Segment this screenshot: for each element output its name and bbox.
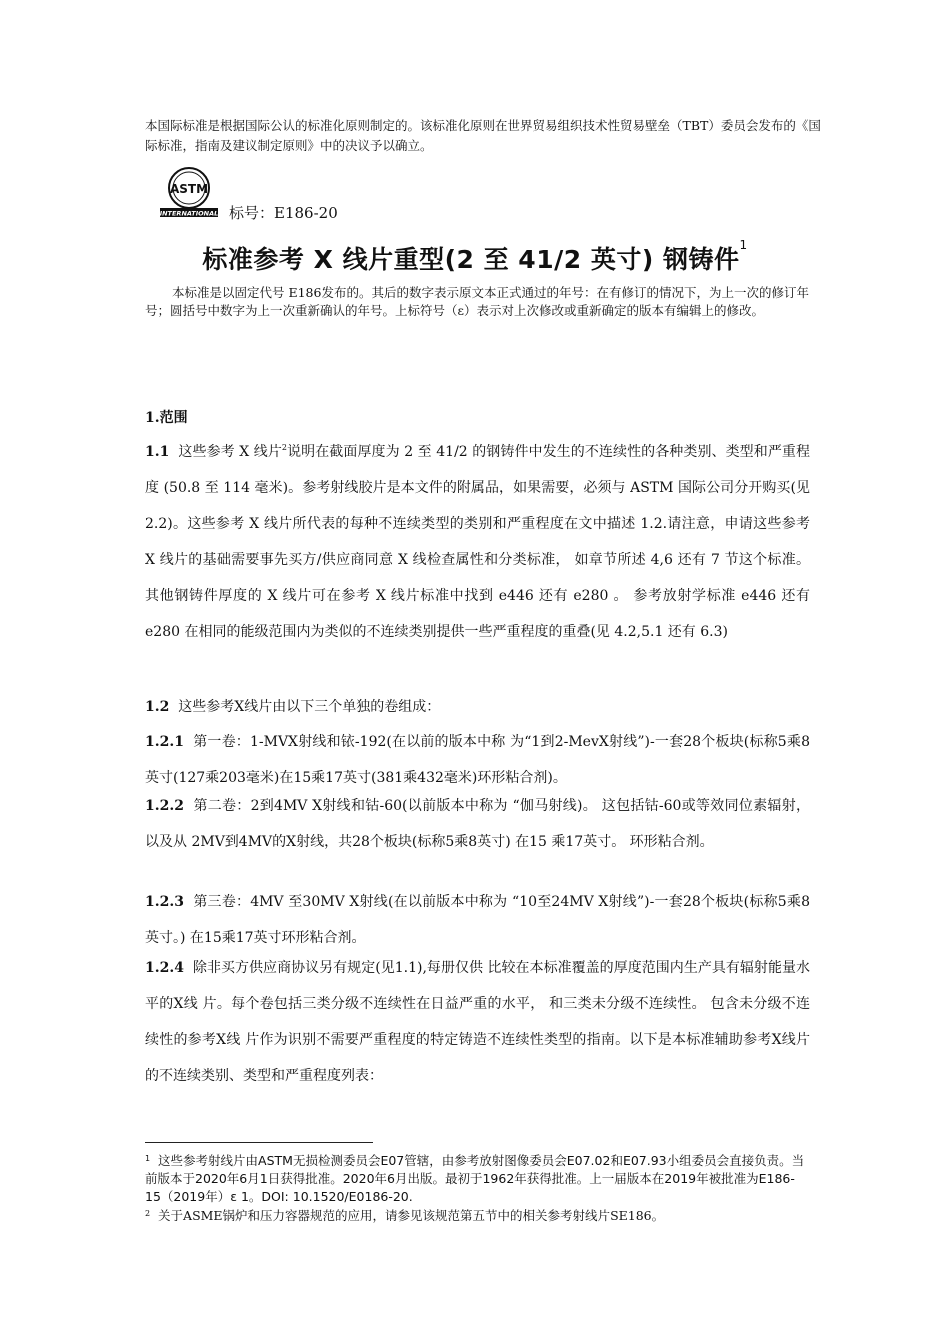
footnote-mark: 1 xyxy=(145,1154,151,1163)
footnote-mark: 2 xyxy=(145,1209,151,1218)
paragraph-text: 除非买方供应商协议另有规定(见1.1),每册仅供 比较在本标准覆盖的厚度范围内生产具有辐射能量水平的X线 片。每个卷包括三类分级不连续性在日益严重的水平， 和三类未分级不连续性。 包含未分级不连续性的参考X线 片作为识别不需要严重程度的特定铸造不连续性类型的指南。以下是本标准辅助参考X线片的不连续类别、类型和严重程度列表： xyxy=(145,960,810,1084)
paragraph-text: 第二卷：2到4MV X射线和钴-60(以前版本中称为 “伽马射线)。 这包括钴-60或等效同位素辐射，以及从 2MV到4MV的X射线，共28个板块(标称5乘8英寸) 在15 乘17英寸。 环形粘合剂。 xyxy=(145,798,810,850)
paragraph-1-2-1 xyxy=(145,724,810,796)
paragraph-text: 第三卷：4MV 至30MV X射线(在以前版本中称为 “10至24MV X射线”)-一套28个板块(标称5乘8英寸。) 在15乘17英寸环形粘合剂。 xyxy=(145,894,811,946)
paragraph-number: 1.2.4 xyxy=(145,960,184,976)
logo-text-bottom: INTERNATIONAL xyxy=(159,209,219,218)
paragraph-number: 1.2 xyxy=(145,699,170,715)
paragraph-1-1 xyxy=(145,434,810,650)
footnote-text: 关于ASME锅炉和压力容器规范的应用，请参见该规范第五节中的相关参考射线片SE186。 xyxy=(158,1208,665,1223)
logo-text-top: ASTM xyxy=(169,182,209,196)
title-footnote-mark: 1 xyxy=(739,238,748,252)
paragraph-1-2 xyxy=(145,690,810,724)
paragraph-number: 1.2.1 xyxy=(145,734,184,750)
astm-logo xyxy=(158,166,220,218)
footnote-2 xyxy=(145,1207,805,1225)
paragraph-number: 1.2.2 xyxy=(145,798,184,814)
international-standard-intro: 本国际标准是根据国际公认的标准化原则制定的。该标准化原则在世界贸易组织技术性贸易壁垒（TBT）委员会发布的《国际标准，指南及建议制定原则》中的决议予以确立。 xyxy=(145,118,821,153)
paragraph-1-2-2 xyxy=(145,788,810,860)
paragraph-1-2-4 xyxy=(145,950,810,1094)
title-text: 标准参考 X 线片重型(2 至 41/2 英寸) 钢铸件 xyxy=(202,245,740,274)
paragraph-text-b: 说明在截面厚度为 2 至 41/2 的钢铸件中发生的不连续性的各种类别、类型和严重程度 (50.8 至 114 毫米)。参考射线胶片是本文件的附属品，如果需要，必须与 ASTM 国际公司分开购买(见 2.2)。这些参考 X 线片所代表的每种不连续类型的类别和严重程度在文中描述 1.2.请注意，申请这些参考 X 线片的基础需要事先买方/供应商同意 X 线检查属性和分类标准， 如章节所述 4,6 还有 7 节这个标准。其他钢铸件厚度的 X 线片可在参考 X 线片标准中找到 e446 还有 e280 。 参考放射学标准 e446 还有 e280 在相同的能级范围内为类似的不连续类别提供一些严重程度的重叠(见 4.2,5.1 还有 6.3) xyxy=(145,444,810,640)
page-title xyxy=(0,240,950,276)
paragraph-text: 这些参考X线片由以下三个单独的卷组成： xyxy=(178,699,441,715)
footnote-1 xyxy=(145,1152,805,1206)
paragraph-number: 1.1 xyxy=(145,444,170,460)
footnote-text: 这些参考射线片由ASTM无损检测委员会E07管辖，由参考放射图像委员会E07.02和E07.93小组委员会直接负责。当前版本于2020年6月1日获得批准。2020年6月出版。最初于1962年获得批准。上一届版本在2019年被批准为E186-15（2019年）ε 1。DOI: 10.1520/E0186-20. xyxy=(145,1153,805,1204)
footnote-ref-2: 2 xyxy=(281,443,287,452)
footnote-divider xyxy=(145,1142,373,1143)
paragraph-number: 1.2.3 xyxy=(145,894,184,910)
fixed-designation-note: 本标准是以固定代号 E186发布的。其后的数字表示原文本正式通过的年号：在有修订的情况下，为上一次的修订年号；圆括号中数字为上一次重新确认的年号。上标符号（ε）表示对上次修改或重新确定的版本有编辑上的修改。 xyxy=(145,285,809,318)
paragraph-1-2-3 xyxy=(145,884,810,956)
paragraph-text: 第一卷：1-MVX射线和铱-192(在以前的版本中称 为“1到2-MevX射线”)-一套28个板块(标称5乘8英寸(127乘203毫米)在15乘17英寸(381乘432毫米)环形粘合剂)。 xyxy=(145,734,810,786)
paragraph-text-a: 这些参考 X 线片 xyxy=(178,444,282,460)
section-heading-scope: 1.范围 xyxy=(145,410,188,426)
designation-number: 标号：E186-20 xyxy=(229,204,338,222)
